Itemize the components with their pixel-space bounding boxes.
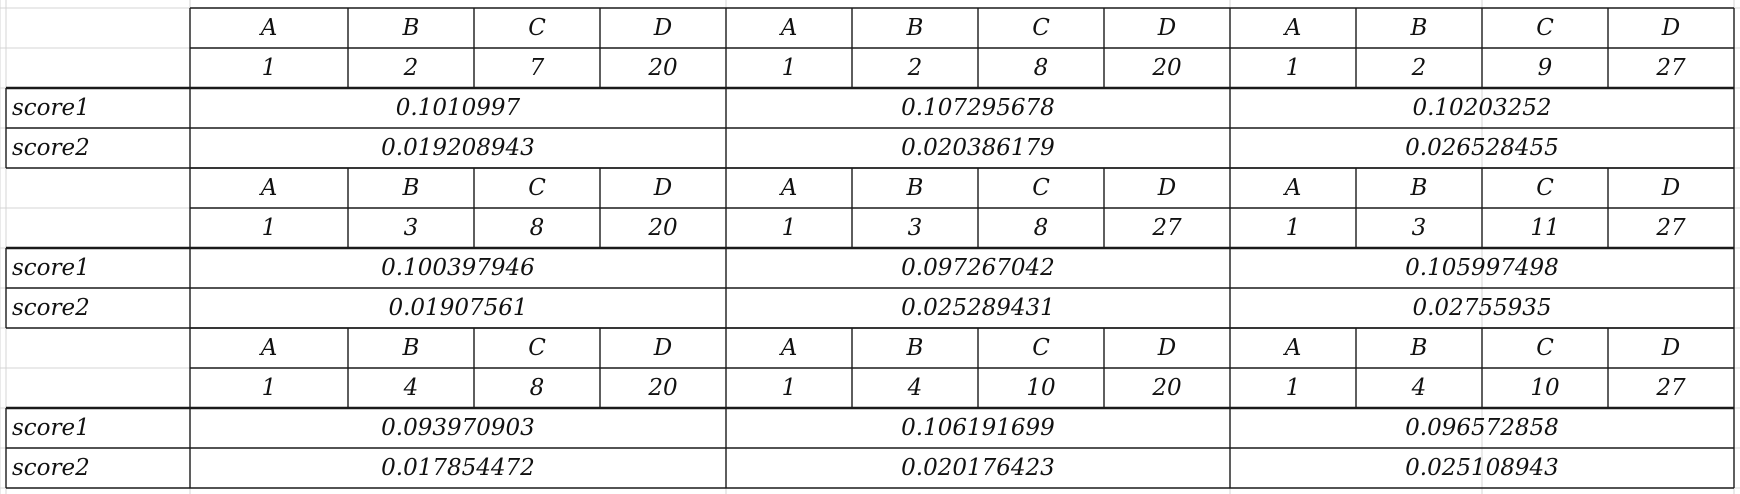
score1-value-cell: 0.107295678 bbox=[901, 95, 1055, 121]
score1-value-cell: 0.100397946 bbox=[381, 255, 535, 281]
column-header-cell: D bbox=[653, 175, 673, 201]
score1-value-cell: 0.097267042 bbox=[901, 255, 1055, 281]
column-header-cell: C bbox=[528, 175, 546, 201]
score2-row-label: score2 bbox=[12, 455, 90, 481]
column-header-cell: B bbox=[1410, 15, 1428, 41]
column-header-cell: C bbox=[528, 335, 546, 361]
score2-value-cell: 0.020176423 bbox=[901, 455, 1055, 481]
column-header-cell: D bbox=[1661, 175, 1681, 201]
column-header-cell: A bbox=[1284, 175, 1302, 201]
parameter-value-cell: 1 bbox=[261, 215, 277, 241]
column-header-cell: C bbox=[1032, 15, 1050, 41]
parameter-value-cell: 1 bbox=[781, 215, 797, 241]
column-header-cell: C bbox=[1536, 335, 1554, 361]
column-header-cell: D bbox=[1661, 335, 1681, 361]
column-header-cell: A bbox=[780, 15, 798, 41]
parameter-value-cell: 2 bbox=[403, 55, 419, 81]
parameter-value-cell: 27 bbox=[1152, 215, 1182, 241]
parameter-value-cell: 4 bbox=[1411, 375, 1427, 401]
score2-value-cell: 0.026528455 bbox=[1405, 135, 1559, 161]
score1-value-cell: 0.105997498 bbox=[1405, 255, 1559, 281]
column-header-cell: A bbox=[1284, 335, 1302, 361]
column-header-cell: D bbox=[653, 15, 673, 41]
column-header-cell: D bbox=[1661, 15, 1681, 41]
parameter-value-cell: 1 bbox=[781, 55, 797, 81]
column-header-cell: C bbox=[528, 15, 546, 41]
score1-value-cell: 0.1010997 bbox=[395, 95, 521, 121]
parameter-value-cell: 20 bbox=[648, 215, 678, 241]
parameter-value-cell: 20 bbox=[648, 375, 678, 401]
column-header-cell: A bbox=[260, 175, 278, 201]
score2-value-cell: 0.017854472 bbox=[381, 455, 535, 481]
parameter-value-cell: 20 bbox=[1152, 55, 1182, 81]
column-header-cell: D bbox=[1157, 175, 1177, 201]
column-header-cell: B bbox=[1410, 335, 1428, 361]
parameter-value-cell: 10 bbox=[1026, 375, 1056, 401]
column-header-cell: A bbox=[260, 15, 278, 41]
parameter-value-cell: 1 bbox=[1285, 375, 1301, 401]
score2-row-label: score2 bbox=[12, 295, 90, 321]
score2-value-cell: 0.025289431 bbox=[901, 295, 1055, 321]
score1-row-label: score1 bbox=[12, 415, 90, 441]
column-header-cell: B bbox=[402, 175, 420, 201]
score1-value-cell: 0.093970903 bbox=[381, 415, 535, 441]
column-header-cell: C bbox=[1032, 335, 1050, 361]
parameter-value-cell: 1 bbox=[781, 375, 797, 401]
column-header-cell: B bbox=[906, 15, 924, 41]
score2-value-cell: 0.02755935 bbox=[1412, 295, 1552, 321]
score2-value-cell: 0.020386179 bbox=[901, 135, 1055, 161]
parameter-value-cell: 1 bbox=[1285, 55, 1301, 81]
parameter-value-cell: 9 bbox=[1537, 55, 1553, 81]
column-header-cell: A bbox=[780, 335, 798, 361]
column-header-cell: B bbox=[906, 335, 924, 361]
column-header-cell: D bbox=[1157, 15, 1177, 41]
column-header-cell: A bbox=[1284, 15, 1302, 41]
parameter-value-cell: 8 bbox=[1033, 55, 1049, 81]
parameter-value-cell: 3 bbox=[1411, 215, 1427, 241]
parameter-value-cell: 8 bbox=[529, 375, 545, 401]
score1-row-label: score1 bbox=[12, 255, 90, 281]
column-header-cell: D bbox=[653, 335, 673, 361]
parameter-value-cell: 11 bbox=[1530, 215, 1560, 241]
parameter-value-cell: 2 bbox=[907, 55, 923, 81]
parameter-value-cell: 27 bbox=[1656, 215, 1686, 241]
column-header-cell: A bbox=[260, 335, 278, 361]
parameter-value-cell: 20 bbox=[1152, 375, 1182, 401]
column-header-cell: A bbox=[780, 175, 798, 201]
parameter-value-cell: 27 bbox=[1656, 375, 1686, 401]
score1-value-cell: 0.096572858 bbox=[1405, 415, 1559, 441]
parameter-value-cell: 2 bbox=[1411, 55, 1427, 81]
column-header-cell: C bbox=[1536, 175, 1554, 201]
parameter-value-cell: 10 bbox=[1530, 375, 1560, 401]
parameter-value-cell: 8 bbox=[529, 215, 545, 241]
parameter-value-cell: 3 bbox=[403, 215, 419, 241]
column-header-cell: C bbox=[1536, 15, 1554, 41]
parameter-value-cell: 4 bbox=[907, 375, 923, 401]
parameter-value-cell: 4 bbox=[403, 375, 419, 401]
parameter-value-cell: 3 bbox=[907, 215, 923, 241]
column-header-cell: B bbox=[402, 335, 420, 361]
parameter-value-cell: 1 bbox=[261, 55, 277, 81]
parameter-value-cell: 1 bbox=[1285, 215, 1301, 241]
parameter-value-cell: 27 bbox=[1656, 55, 1686, 81]
score1-value-cell: 0.106191699 bbox=[901, 415, 1055, 441]
column-header-cell: C bbox=[1032, 175, 1050, 201]
column-header-cell: B bbox=[402, 15, 420, 41]
column-header-cell: D bbox=[1157, 335, 1177, 361]
parameter-value-cell: 8 bbox=[1033, 215, 1049, 241]
score2-value-cell: 0.025108943 bbox=[1405, 455, 1559, 481]
score2-value-cell: 0.019208943 bbox=[381, 135, 535, 161]
column-header-cell: B bbox=[1410, 175, 1428, 201]
parameter-value-cell: 1 bbox=[261, 375, 277, 401]
parameter-value-cell: 7 bbox=[529, 55, 545, 81]
score1-row-label: score1 bbox=[12, 95, 90, 121]
parameter-value-cell: 20 bbox=[648, 55, 678, 81]
score2-row-label: score2 bbox=[12, 135, 90, 161]
score1-value-cell: 0.10203252 bbox=[1412, 95, 1552, 121]
column-header-cell: B bbox=[906, 175, 924, 201]
score2-value-cell: 0.01907561 bbox=[388, 295, 528, 321]
